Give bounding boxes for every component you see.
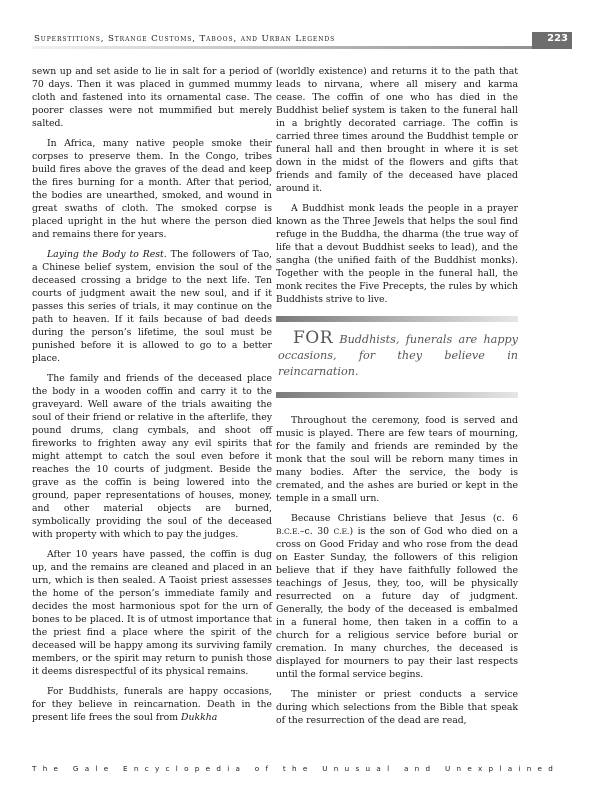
paragraph: sewn up and set aside to lie in salt for a period of 70 days. Then it was placed in gummed mummy cloth and fastened into its ornamental case. The poorer classes were not mummified but merely salted. — [32, 66, 272, 129]
header-rule — [32, 46, 572, 49]
running-footer: The Gale Encyclopedia of the Unusual and Unexplained — [32, 764, 560, 773]
right-column — [276, 65, 518, 734]
paragraph — [32, 248, 272, 365]
left-column — [32, 65, 272, 731]
pullquote-lead: FOR — [293, 328, 334, 348]
running-head-title: Superstitions, Strange Customs, Taboos, and Urban Legends — [34, 34, 336, 44]
page-number-tab — [532, 32, 572, 49]
paragraph: In Africa, many native people smoke their corpses to preserve them. In the Congo, tribes build fires above the graves of the dead and keep the fires burning for a month. After that period, the bodies are unearthed, smoked, and wound in great swaths of cloth. The smoked corpse is placed upright in the hut where the person died and remains there for years. — [32, 138, 272, 240]
pullquote-text: Buddhists, funerals are happy occasions, for they believe in reincarnation. — [278, 333, 518, 378]
pullquote-bottom-rule — [276, 392, 518, 398]
pullquote — [276, 330, 518, 380]
paragraph — [32, 685, 272, 724]
pullquote-top-rule — [276, 316, 518, 322]
paragraph: A Buddhist monk leads the people in a prayer known as the Three Jewels that helps the soul find refuge in the Buddha, the dharma (the true way of life that a devout Buddhist seeks to lead), and the sangha (the unified faith of the Buddhist monks). Together with the people in the funeral hall, the monk recites the Five Precepts, the rules by which Buddhists strive to live. — [276, 203, 518, 305]
era-abbreviation: B.C.E. — [276, 527, 300, 536]
paragraph-text: –c. 30 — [299, 526, 334, 537]
running-header — [32, 32, 572, 48]
page-number: 223 — [547, 33, 568, 44]
italic-term: Dukkha — [181, 712, 218, 723]
paragraph-text: ) is the son of God who died on a cross on Good Friday and who rose from the dead on Easter Sunday, the followers of this religion believe that if they have faithfully followed the teachings of Jesus, they, too, will be physically resurrected on a future day of judgment. Generally, the body of the deceased is embalmed in a funeral home, then taken in a coffin to a church for a religious service before burial or cremation. In many churches, the deceased is displayed for mourners to pay their last respects until the formal service begins. — [276, 526, 518, 680]
paragraph-text: . The followers of Tao, a Chinese belief system, envision the soul of the deceased crossing a bridge to the next life. Ten courts of judgment await the new soul, and if it passes this series of trials, it may continue on the path to heaven. If it fails because of bad deeds during the person’s lifetime, the soul must be punished before it is allowed to go to a better place. — [32, 249, 272, 364]
paragraph: The family and friends of the deceased place the body in a wooden coffin and carry it to the graveyard. Well aware of the trials awaiting the soul of their friend or relative in the afterlife, they pound drums, clang cymbals, and shoot off fireworks to frighten away any evil spirits that might attempt to catch the soul even before it reaches the 10 courts of judgment. Beside the grave as the coffin is being lowered into the ground, paper representations of houses, money, and other material objects are burned, symbolically providing the soul of the deceased with property with which to pay the judges. — [32, 373, 272, 540]
run-in-heading: Laying the Body to Rest — [47, 249, 164, 260]
paragraph-text: Because Christians believe that Jesus (c. 6 — [291, 513, 518, 524]
paragraph-text: For Buddhists, funerals are happy occasions, for they believe in reincarnation. Death in the present life frees the soul from — [32, 686, 272, 723]
paragraph: The minister or priest conducts a service during which selections from the Bible that speak of the resurrection of the dead are read, — [276, 689, 518, 726]
paragraph: After 10 years have passed, the coffin is dug up, and the remains are cleaned and placed in an urn, which is then sealed. A Taoist priest assesses the home of the person’s immediate family and decides the most harmonious spot for the urn of bones to be placed. It is of utmost importance that the priest find a place where the spirit of the deceased will be happy among its surviving family members, or the spirit may return to punish those it deems disrespectful of its physical remains. — [32, 549, 272, 677]
era-abbreviation: C.E. — [333, 527, 350, 536]
paragraph: (worldly existence) and returns it to the path that leads to nirvana, where all misery and karma cease. The coffin of one who has died in the Buddhist belief system is taken to the funeral hall in a brightly decorated carriage. The coffin is carried three times around the Buddhist temple or funeral hall and then brought in where it is set down in the midst of the flowers and gifts that friends and family of the deceased have placed around it. — [276, 66, 518, 194]
paragraph: Throughout the ceremony, food is served and music is played. There are few tears of mourning, for the family and friends are reminded by the monk that the soul will be reborn many times in many bodies. After the service, the body is cremated, and the ashes are buried or kept in the temple in a small urn. — [276, 415, 518, 504]
paragraph — [276, 512, 518, 681]
